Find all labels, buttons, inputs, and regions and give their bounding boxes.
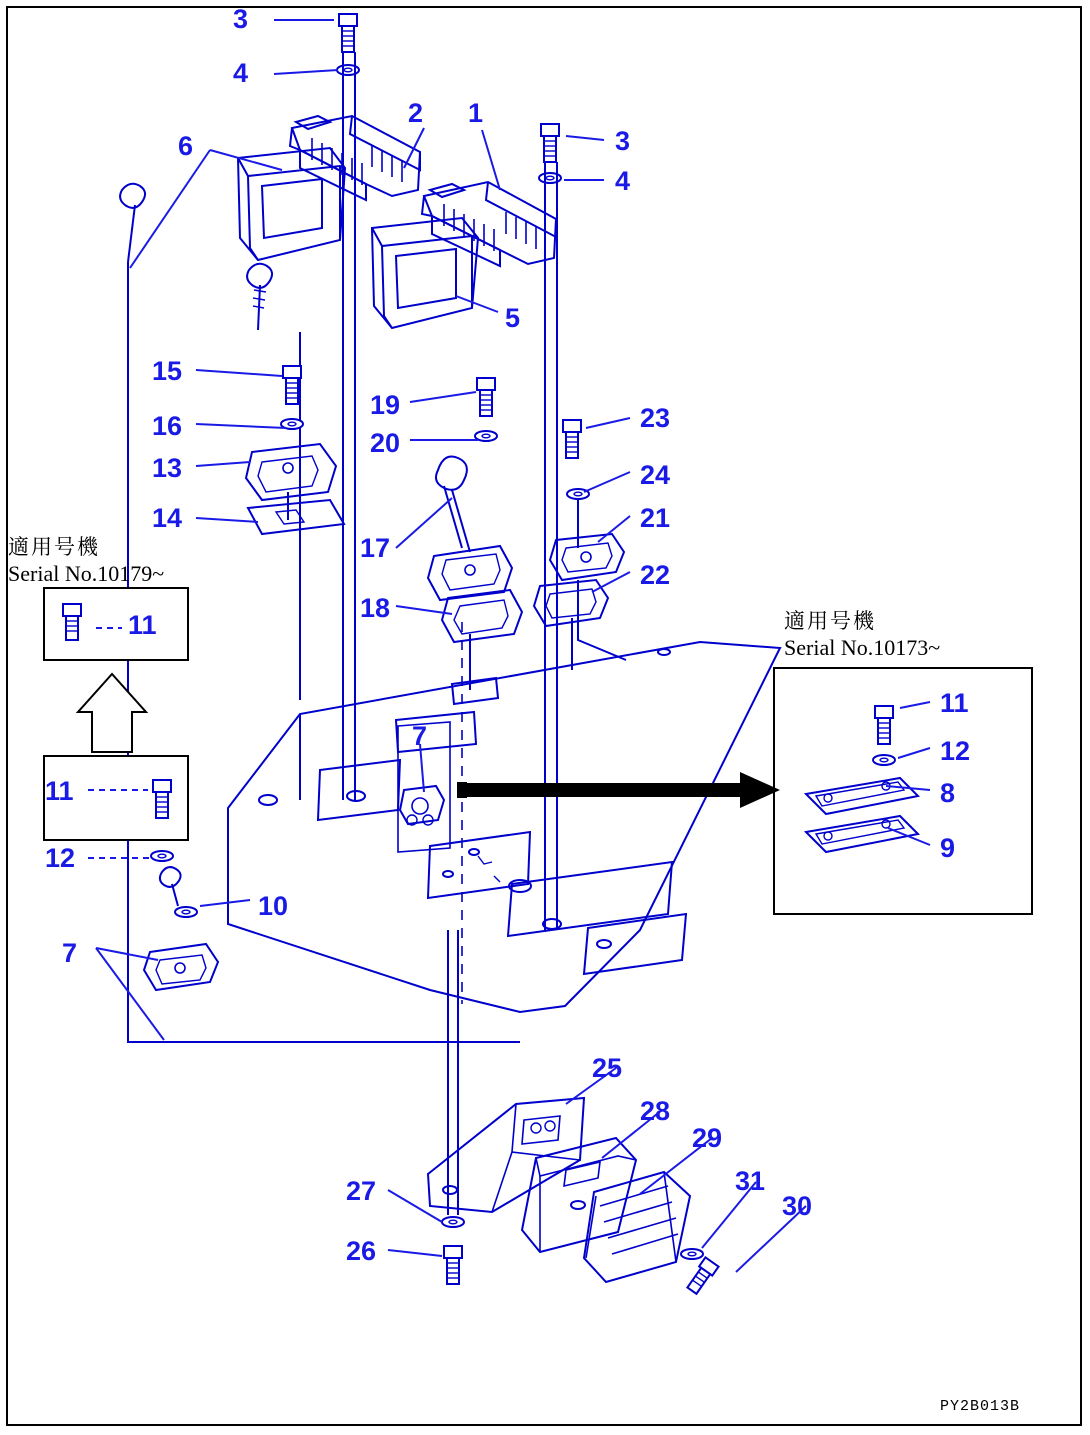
callout-3-right: 3 (615, 126, 631, 156)
callout-1: 1 (468, 98, 484, 128)
callout-11-inset-top: 11 (128, 610, 157, 640)
callout-19: 19 (370, 390, 401, 420)
callout-18: 18 (360, 593, 391, 623)
serial-note-right-jp: 適用号機 (784, 609, 876, 633)
callout-4-top-left: 4 (233, 58, 249, 88)
callout-12-right-inset: 12 (940, 736, 971, 766)
callout-9: 9 (940, 833, 956, 863)
serial-note-left (8, 534, 164, 588)
callout-11-right-inset: 11 (940, 688, 969, 718)
callout-17: 17 (360, 533, 391, 563)
callout-31: 31 (735, 1166, 766, 1196)
callout-24: 24 (640, 460, 671, 490)
callout-22: 22 (640, 560, 671, 590)
callout-14: 14 (152, 503, 183, 533)
callout-21: 21 (640, 503, 671, 533)
callout-16: 16 (152, 411, 183, 441)
callout-7-deck: 7 (412, 721, 428, 751)
callout-12-inset-bottom: 12 (45, 843, 76, 873)
callout-20: 20 (370, 428, 401, 458)
drawing-code: PY2B013B (940, 1398, 1021, 1415)
callout-8: 8 (940, 778, 956, 808)
callout-23: 23 (640, 403, 671, 433)
serial-note-left-jp: 適用号機 (8, 535, 100, 559)
serial-note-right (784, 608, 940, 662)
callout-25: 25 (592, 1053, 623, 1083)
callout-3-top-left: 3 (233, 4, 249, 34)
callout-6: 6 (178, 131, 194, 161)
callout-15: 15 (152, 356, 183, 386)
serial-note-right-en: Serial No.10173~ (784, 635, 941, 661)
callout-13: 13 (152, 453, 183, 483)
callout-7-left: 7 (62, 938, 78, 968)
callout-4-right: 4 (615, 166, 631, 196)
callout-26: 26 (346, 1236, 377, 1266)
callout-5: 5 (505, 303, 521, 333)
callout-10: 10 (258, 891, 289, 921)
serial-note-left-en: Serial No.10179~ (8, 561, 165, 587)
callout-2: 2 (408, 98, 424, 128)
callout-28: 28 (640, 1096, 671, 1126)
callout-29: 29 (692, 1123, 723, 1153)
callout-30: 30 (782, 1191, 813, 1221)
callout-27: 27 (346, 1176, 377, 1206)
callout-11-inset-bottom: 11 (45, 776, 74, 806)
